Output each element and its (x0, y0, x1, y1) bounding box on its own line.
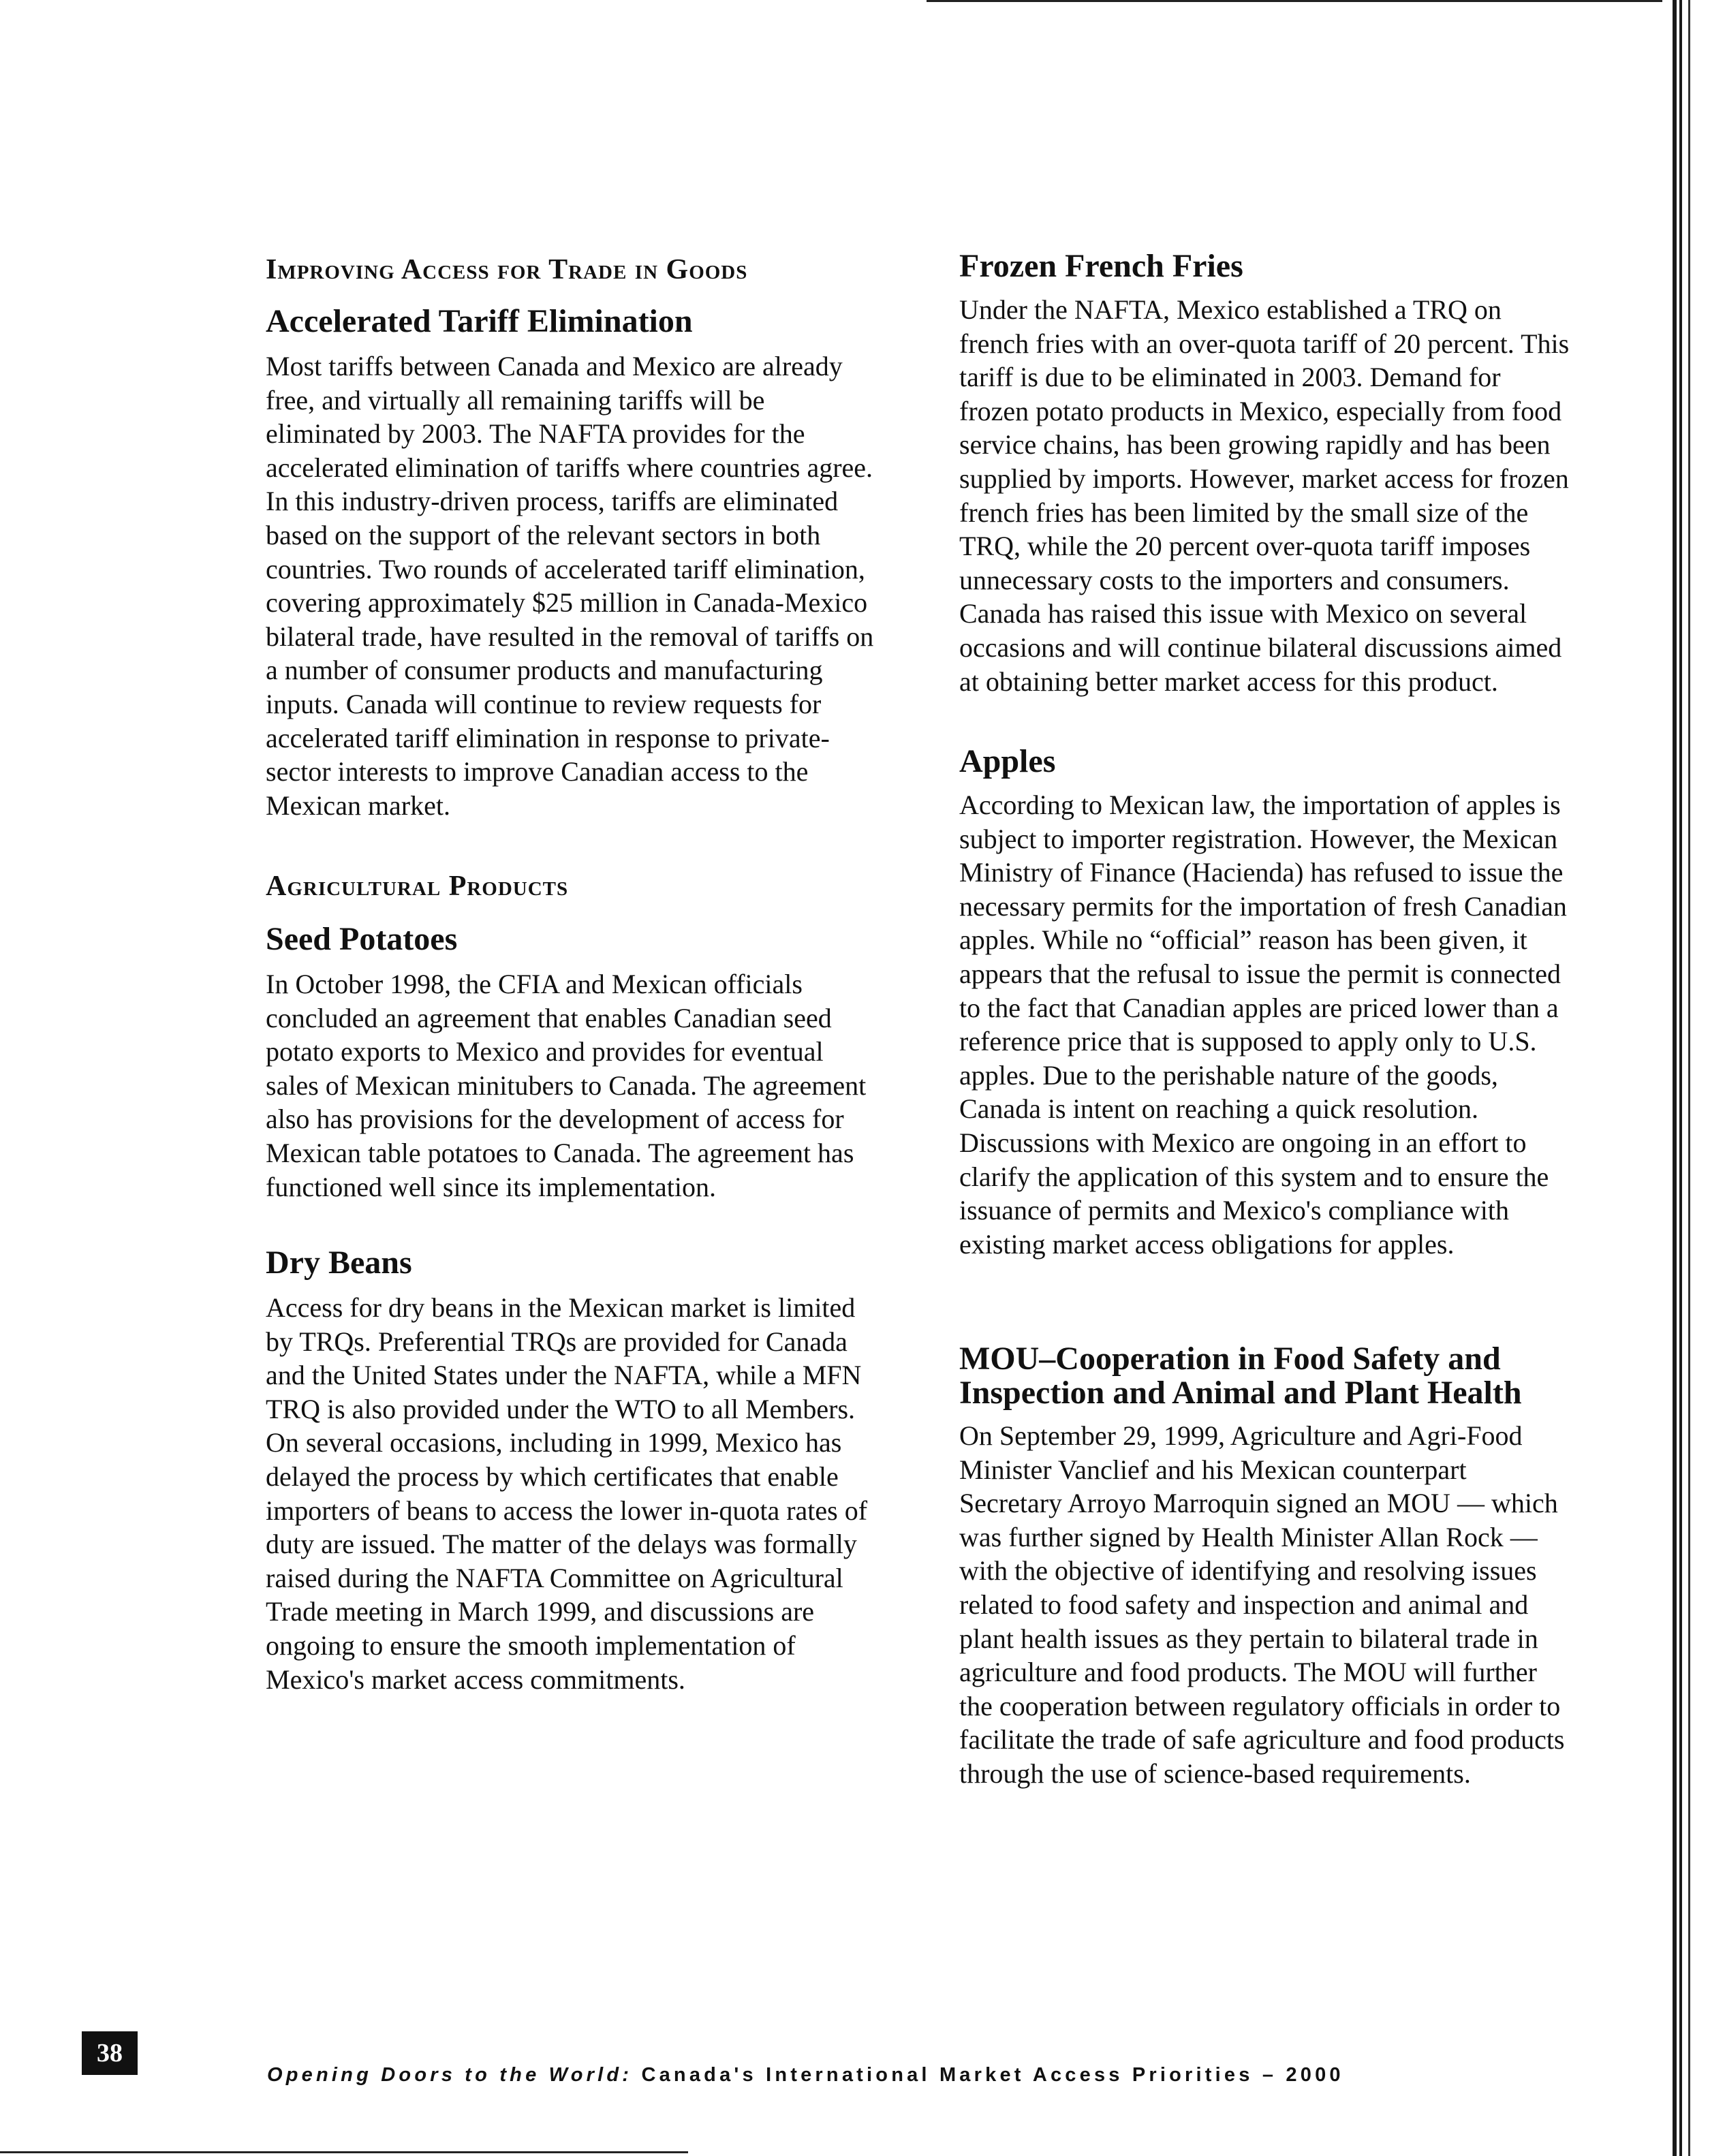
subheading-seed-potatoes: Seed Potatoes (266, 921, 458, 957)
paragraph-mou: On September 29, 1999, Agriculture and Agri-Food Minister Vanclief and his Mexican counterpart Secretary Arroyo Marroquin signed an MOU — which was further signed by Health Minister Allan Rock — with the objective of identifying and resolving issues related to food safety and inspection and animal and plant health issues as they pertain to bilateral trade in agriculture and food products. The MOU will further the cooperation between regulatory officials in order to facilitate the trade of safe agriculture and food products through the use of science-based requirements. (959, 1420, 1565, 1789)
page-number: 38 (82, 2031, 138, 2075)
subheading-apples: Apples (959, 743, 1056, 779)
footer-title (267, 2064, 1561, 2087)
right-border-line (1688, 0, 1690, 2156)
paragraph-dry-beans: Access for dry beans in the Mexican market is limited by TRQs. Preferential TRQs are provided for Canada and the United States under the NAFTA, while a MFN TRQ is also provided under the WTO to all Members. On several occasions, including in 1999, Mexico has delayed the process by which certificates that enable importers of beans to access the lower in-quota rates of duty are issued. The matter of the delays was formally raised during the NAFTA Committee on Agricultural Trade meeting in March 1999, and discussions are ongoing to ensure the smooth implementation of Mexico's market access commitments. (266, 1292, 868, 1695)
paragraph-frozen-french-fries: Under the NAFTA, Mexico established a TRQ on french fries with an over-quota tariff of 20 percent. This tariff is due to be eliminated in 2003. Demand for frozen potato products in Mexico, especially from food service chains, has been growing rapidly and has been supplied by imports. However, market access for frozen french fries has been limited by the small size of the TRQ, while the 20 percent over-quota tariff imposes unnecessary costs to the importers and consumers. Canada has raised this issue with Mexico on several occasions and will continue bilateral discussions aimed at obtaining better market access for this product. (959, 294, 1570, 697)
subheading-tariff-elimination: Accelerated Tariff Elimination (266, 303, 693, 339)
paragraph-seed-potatoes: In October 1998, the CFIA and Mexican officials concluded an agreement that enables Canadian seed potato exports to Mexico and provides for eventual sales of Mexican minitubers to Canada. The agreement also has provisions for the development of access for Mexican table potatoes to Canada. The agreement has functioned well since its implementation. (266, 969, 867, 1202)
right-border (1673, 0, 1682, 2156)
paragraph-tariff-elimination: Most tariffs between Canada and Mexico are already free, and virtually all remaining tariffs will be eliminated by 2003. The NAFTA provides for the accelerated elimination of tariffs where countries agree. In this industry-driven process, tariffs are eliminated based on the support of the relevant sectors in both countries. Two rounds of accelerated tariff elimination, covering approximately $25 million in Canada-Mexico bilateral trade, have resulted in the removal of tariffs on a number of consumer products and manufacturing inputs. Canada will continue to review requests for accelerated tariff elimination in response to private-sector interests to improve Canadian access to the Mexican market. (266, 351, 874, 821)
subheading-frozen-french-fries: Frozen French Fries (959, 248, 1243, 284)
footer-title-rest: Canada's International Market Access Priorities – 2000 (641, 2064, 1344, 2086)
section-heading-trade-in-goods: Improving Access for Trade in Goods (266, 254, 748, 285)
section-heading-agricultural-products: Agricultural Products (266, 871, 569, 902)
top-rule (927, 0, 1662, 2)
bottom-rule (0, 2151, 688, 2153)
paragraph-apples: According to Mexican law, the importation of apples is subject to importer registration. However, the Mexican Ministry of Finance (Hacienda) has refused to issue the necessary permits for the importation of fresh Canadian apples. While no “official” reason has been given, it appears that the refusal to issue the permit is connected to the fact that Canadian apples are priced lower than a reference price that is supposed to apply only to U.S. apples. Due to the perishable nature of the goods, Canada is intent on reaching a quick resolution. Discussions with Mexico are ongoing in an effort to clarify the application of this system and to ensure the issuance of permits and Mexico's compliance with existing market access obligations for apples. (959, 790, 1567, 1260)
subheading-mou: MOU–Cooperation in Food Safety and Inspection and Animal and Plant Health (959, 1341, 1522, 1411)
subheading-dry-beans: Dry Beans (266, 1245, 412, 1281)
footer-title-italic: Opening Doors to the World: (267, 2064, 633, 2086)
